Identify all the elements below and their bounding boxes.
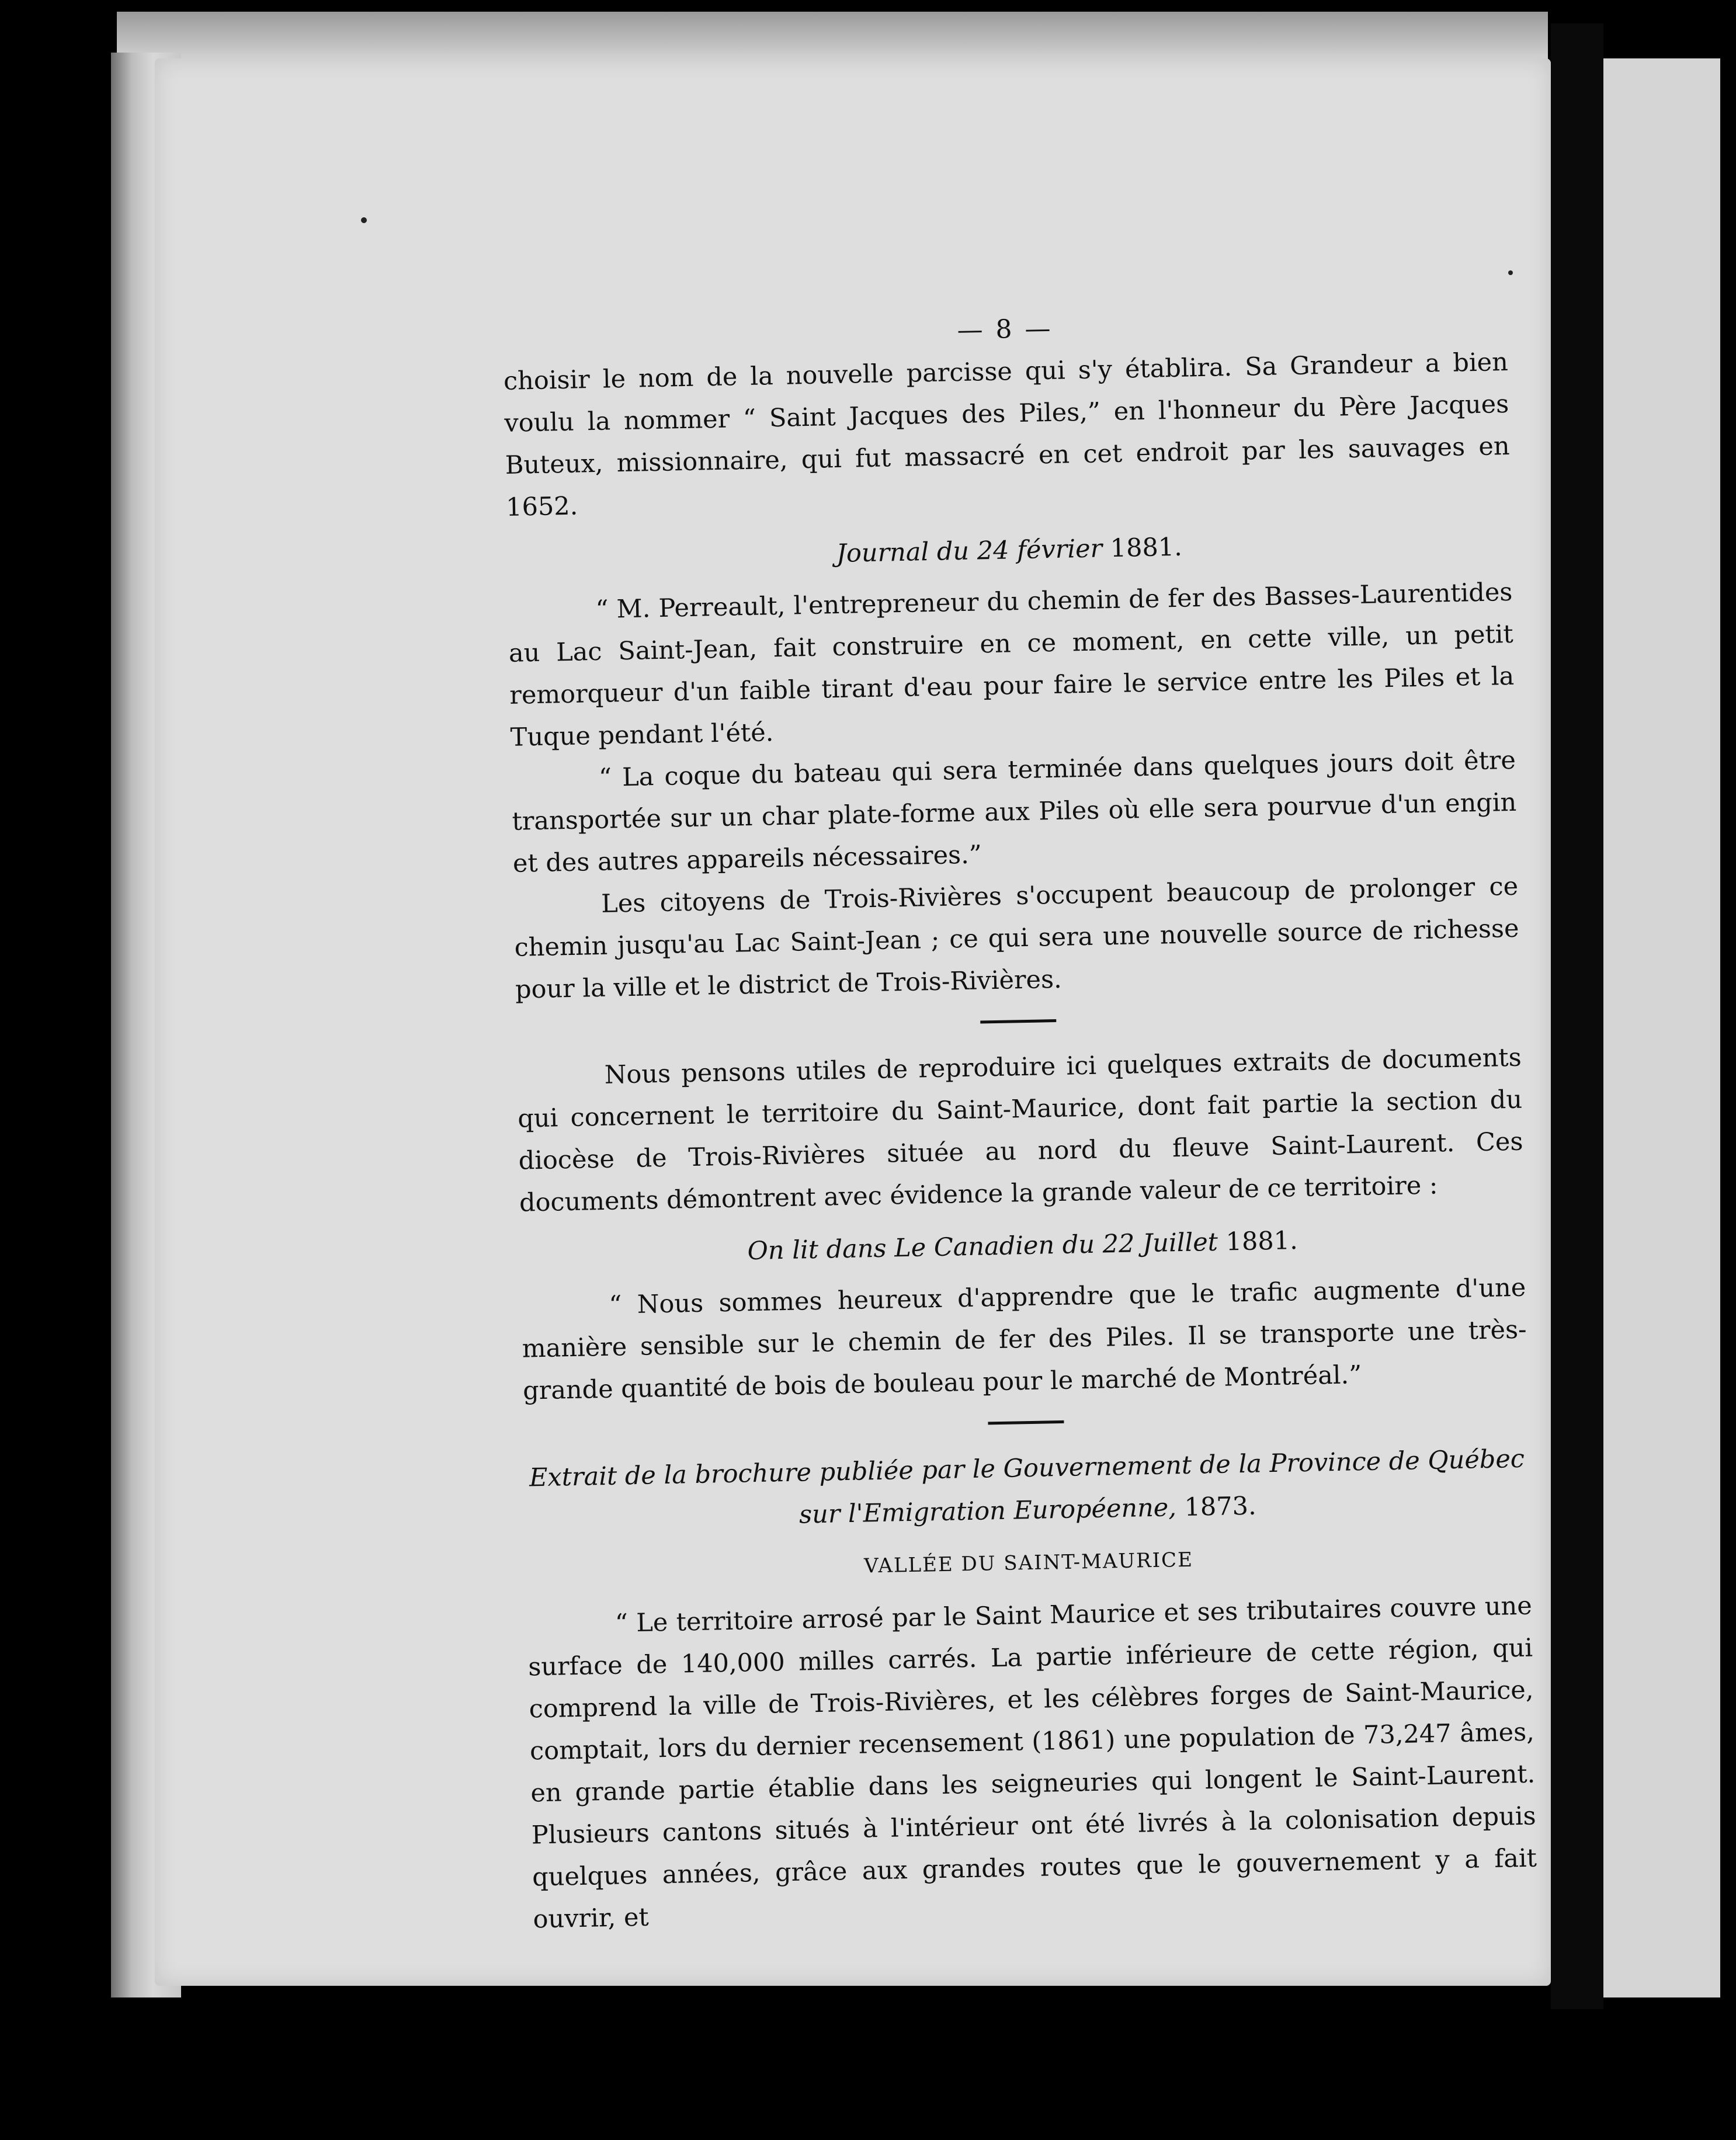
- speck-mark: [361, 217, 367, 223]
- page-content: [502, 299, 1538, 1941]
- section-heading: VALLÉE DU SAINT-MAURICE: [863, 1548, 1194, 1578]
- paragraph-coque: “ La coque du bateau qui sera terminée dans quelques jours doit être transportée sur un char plate-forme aux Piles où elle sera pourvue d'un engin et des autres appareils nécessaires.”: [512, 745, 1517, 878]
- speck-mark: [1508, 270, 1513, 275]
- page-number: — 8 —: [957, 313, 1053, 346]
- source-journal-year: 1881.: [1110, 532, 1183, 564]
- source-journal: [506, 520, 1512, 581]
- source-canadien: [520, 1215, 1525, 1277]
- paragraph-saint-jacques: choisir le nom de la nouvelle parcisse qui s'y établira. Sa Grandeur a bien voulu la nommer “ Saint Jacques des Piles,” en l'honneur du Père Jacques Buteux, missionnaire, qui fut massacré en cet endroit par les sauvages en 1652.: [503, 347, 1511, 522]
- source-brochure-label: Extrait de la brochure publiée par le Gouvernement de la Province de Québec sur l'Emigration Européenne,: [529, 1444, 1525, 1530]
- paragraph-canadien: “ Nous sommes heureux d'apprendre que le trafic augmente d'une manière sensible sur le chemin de fer des Piles. Il se transporte une très-grande quantité de bois de bouleau pour le marché de Montréal.”: [522, 1273, 1527, 1406]
- paragraph-intro: Nous pensons utiles de reproduire ici quelques extraits de documents qui concernent le territoire du Saint-Maurice, dont fait partie la section du diocèse de Trois-Rivières située au nord du fleuve Saint-Laurent. Ces documents démontrent avec évidence la grande valeur de ce territoire :: [517, 1043, 1523, 1218]
- source-canadien-year: 1881.: [1225, 1226, 1298, 1257]
- paragraph-vallee: “ Le territoire arrosé par le Saint Maurice et ses tributaires couvre une surface de 140,000 milles carrés. La partie inférieure de cette région, qui comprend la ville de Trois-Rivières, et les célèbres forges de Saint-Maurice, comptait, lors du dernier recensement (1861) une population de 73,247 âmes, en grande partie établie dans les seigneuries qui longent le Saint-Laurent. Plusieurs cantons situés à l'intérieur ont été livrés à la colonisation depuis quelques années, grâce aux grandes routes que le gouvernement y a fait ouvrir, et: [527, 1591, 1537, 1934]
- section-divider: [988, 1420, 1064, 1425]
- paragraph-perreault: “ M. Perreault, l'entrepreneur du chemin de fer des Basses-Laurentides au Lac Saint-Jean, fait construire en ce moment, en cette ville, un petit remorqueur d'un faible tirant d'eau pour faire le service entre les Piles et la Tuque pendant l'été.: [508, 577, 1515, 752]
- binding-gap: [1551, 23, 1603, 2009]
- source-brochure: [524, 1438, 1530, 1541]
- source-journal-label: Journal du 24 février: [836, 534, 1103, 569]
- section-divider: [980, 1019, 1056, 1023]
- source-canadien-label: On lit dans Le Canadien du 22 Juillet: [747, 1227, 1218, 1266]
- paragraph-citoyens: Les citoyens de Trois-Rivières s'occupent beaucoup de prolonger ce chemin jusqu'au Lac Saint-Jean ; ce qui sera une nouvelle source de richesse pour la ville et le district de Trois-Rivières.: [514, 871, 1519, 1005]
- facing-page-sliver: [1603, 58, 1720, 1997]
- source-brochure-year: 1873.: [1184, 1491, 1257, 1522]
